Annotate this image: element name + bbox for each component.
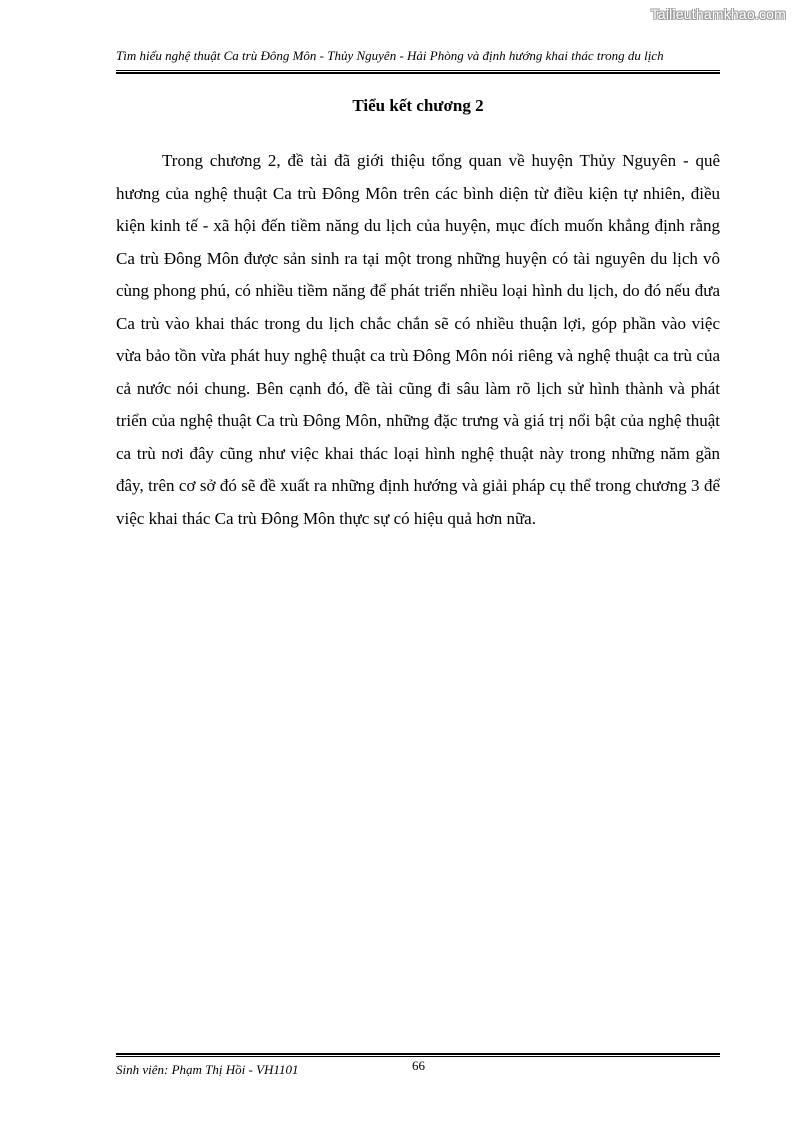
watermark: Tailieuthamkhao.com <box>650 6 786 22</box>
running-header: Tìm hiểu nghệ thuật Ca trù Đông Môn - Thủy Nguyên - Hải Phòng và định hướng khai thác trong du lịch <box>116 48 664 63</box>
header-rule <box>116 70 720 74</box>
footer-rule <box>116 1053 720 1057</box>
page-number: 66 <box>412 1058 425 1073</box>
body-paragraph: Trong chương 2, đề tài đã giới thiệu tổng quan về huyện Thủy Nguyên - quê hương của nghệ thuật Ca trù Đông Môn trên các bình diện từ điều kiện tự nhiên, điều kiện kinh tế - xã hội đến tiềm năng du lịch của huyện, mục đích muốn khẳng định rằng Ca trù Đông Môn được sản sinh ra tại một trong những huyện có tài nguyên du lịch vô cùng phong phú, có nhiều tiềm năng để phát triển nhiều loại hình du lịch, do đó nếu đưa Ca trù vào khai thác trong du lịch chắc chắn sẽ có nhiều thuận lợi, góp phần vào việc vừa bảo tồn vừa phát huy nghệ thuật ca trù Đông Môn nói riêng và nghệ thuật ca trù của cả nước nói chung. Bên cạnh đó, đề tài cũng đi sâu làm rõ lịch sử hình thành và phát triển của nghệ thuật Ca trù Đông Môn, những đặc trưng và giá trị nổi bật của nghệ thuật ca trù nơi đây cũng như việc khai thác loại hình nghệ thuật này trong những năm gần đây, trên cơ sở đó sẽ đề xuất ra những định hướng và giải pháp cụ thể trong chương 3 để việc khai thác Ca trù Đông Môn thực sự có hiệu quả hơn nữa. <box>116 151 720 528</box>
section-title: Tiểu kết chương 2 <box>352 96 484 115</box>
footer-student: Sinh viên: Phạm Thị Hồi - VH1101 <box>116 1062 299 1077</box>
